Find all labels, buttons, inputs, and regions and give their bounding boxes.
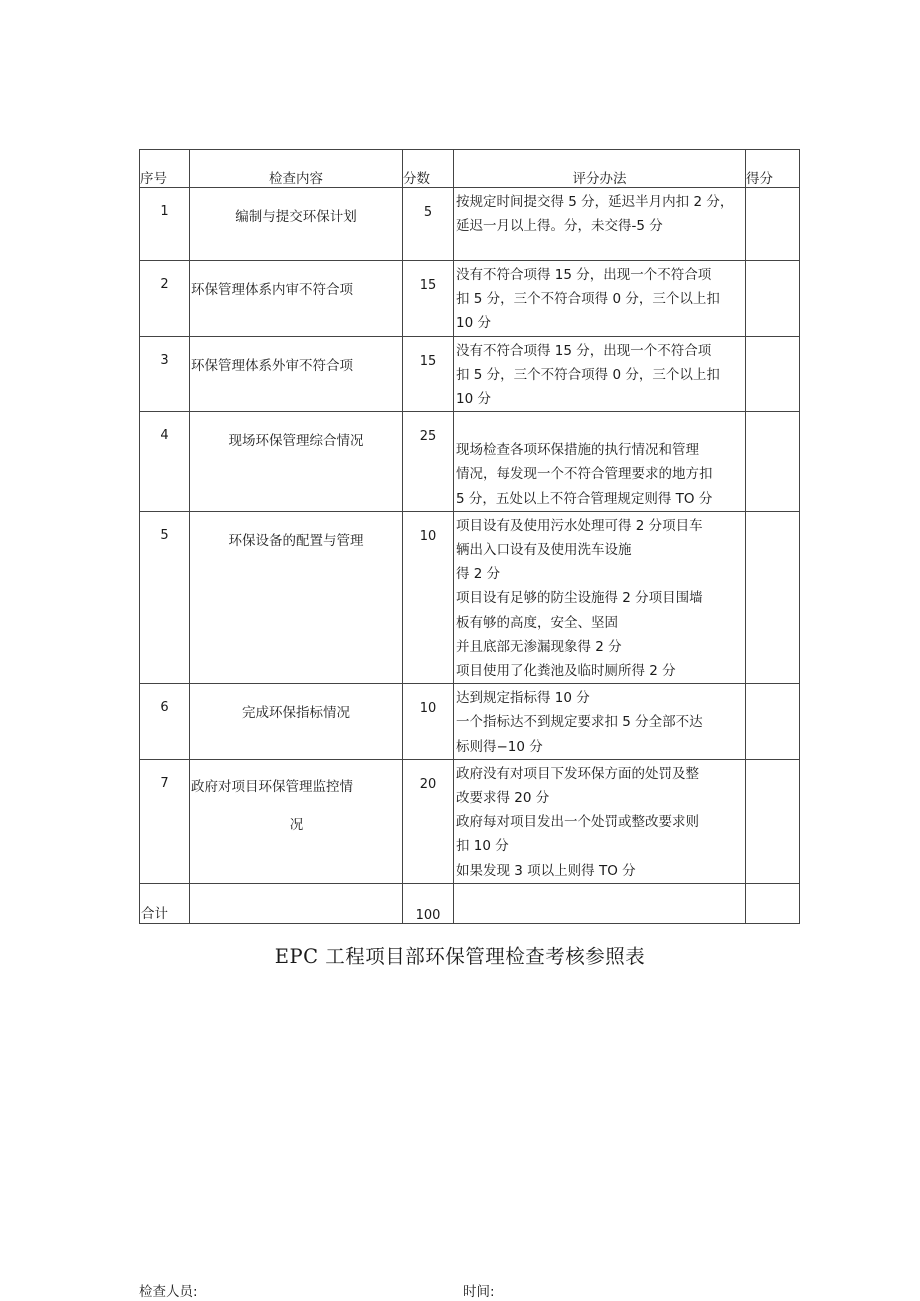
row-item: 环保管理体系外审不符合项 bbox=[190, 336, 403, 412]
row-no: 5 bbox=[140, 511, 190, 683]
table-header-row bbox=[140, 150, 800, 188]
rule-line: 5 分，五处以上不符合管理规定则得 TO 分 bbox=[456, 490, 713, 507]
rule-line: 项目设有及使用污水处理可得 2 分项目车 bbox=[456, 517, 703, 534]
rule-line: 延迟一月以上得。分，未交得-5 分 bbox=[456, 218, 663, 235]
rule-line: 改要求得 20 分 bbox=[456, 790, 550, 807]
rule-line: 标则得−10 分 bbox=[456, 738, 543, 755]
rule-line: 扣 10 分 bbox=[456, 838, 509, 855]
item-line: 政府对项目环保管理监控情 bbox=[191, 778, 353, 795]
rule-line: 一个指标达不到规定要求扣 5 分全部不达 bbox=[456, 714, 703, 731]
row-rule bbox=[454, 511, 746, 683]
row-rule bbox=[454, 336, 746, 412]
rule-line: 板有够的高度，安全、坚固 bbox=[456, 614, 618, 631]
row-score-cell[interactable] bbox=[746, 759, 800, 883]
rule-line: 扣 5 分，三个不符合项得 0 分，三个以上扣 bbox=[456, 291, 720, 308]
total-rule-cell bbox=[454, 883, 746, 923]
row-rule bbox=[454, 261, 746, 337]
row-rule bbox=[454, 759, 746, 883]
row-score-cell[interactable] bbox=[746, 261, 800, 337]
rule-line: 辆出入口设有及使用洗车设施 bbox=[456, 542, 632, 559]
total-score-cell[interactable] bbox=[746, 883, 800, 923]
row-score-cell[interactable] bbox=[746, 336, 800, 412]
row-points: 15 bbox=[403, 336, 454, 412]
rule-line: 没有不符合项得 15 分，出现一个不符合项 bbox=[456, 342, 712, 359]
row-points: 20 bbox=[403, 759, 454, 883]
table-row bbox=[140, 188, 800, 261]
rule-line: 现场检查各项环保措施的执行情况和管理 bbox=[456, 442, 699, 459]
inspector-label: 检查人员: bbox=[139, 1284, 198, 1300]
row-score-cell[interactable] bbox=[746, 684, 800, 760]
total-label: 合计 bbox=[140, 883, 190, 923]
rule-line: 政府没有对项目下发环保方面的处罚及整 bbox=[456, 765, 699, 782]
row-score-cell[interactable] bbox=[746, 188, 800, 261]
header-no: 序号 bbox=[140, 150, 190, 188]
header-item: 检查内容 bbox=[190, 150, 403, 188]
rule-line: 并且底部无渗漏现象得 2 分 bbox=[456, 638, 622, 655]
row-item bbox=[190, 759, 403, 883]
item-line: 况 bbox=[289, 816, 304, 833]
table-row bbox=[140, 759, 800, 883]
row-points: 5 bbox=[403, 188, 454, 261]
document-title: EPC 工程项目部环保管理检查考核参照表 bbox=[274, 945, 646, 968]
total-row bbox=[140, 883, 800, 923]
rule-line: 情况，每发现一个不符合管理要求的地方扣 bbox=[456, 466, 713, 483]
header-score: 得分 bbox=[746, 150, 800, 188]
row-item: 环保设备的配置与管理 bbox=[190, 511, 403, 683]
assessment-table bbox=[139, 149, 800, 924]
rule-line: 没有不符合项得 15 分，出现一个不符合项 bbox=[456, 267, 712, 283]
row-points: 15 bbox=[403, 261, 454, 337]
row-rule bbox=[454, 684, 746, 760]
rule-line: 达到规定指标得 10 分 bbox=[456, 690, 590, 707]
table-row bbox=[140, 336, 800, 412]
rule-line: 10 分 bbox=[456, 391, 491, 408]
table-row bbox=[140, 261, 800, 337]
row-points: 10 bbox=[403, 511, 454, 683]
table-row bbox=[140, 412, 800, 512]
row-rule bbox=[454, 412, 746, 512]
total-item-cell bbox=[190, 883, 403, 923]
rule-line: 项目使用了化粪池及临时厕所得 2 分 bbox=[456, 663, 676, 680]
row-points: 10 bbox=[403, 684, 454, 760]
time-label: 时间: bbox=[463, 1284, 495, 1300]
row-no: 6 bbox=[140, 684, 190, 760]
row-item: 完成环保指标情况 bbox=[190, 684, 403, 760]
header-points: 分数 bbox=[403, 150, 454, 188]
row-item: 编制与提交环保计划 bbox=[190, 188, 403, 261]
row-no: 1 bbox=[140, 188, 190, 261]
row-item: 现场环保管理综合情况 bbox=[190, 412, 403, 512]
table-row bbox=[140, 684, 800, 760]
rule-line: 10 分 bbox=[456, 315, 491, 332]
rule-line: 扣 5 分，三个不符合项得 0 分，三个以上扣 bbox=[456, 366, 720, 383]
row-item: 环保管理体系内审不符合项 bbox=[190, 261, 403, 337]
row-score-cell[interactable] bbox=[746, 412, 800, 512]
header-rule: 评分办法 bbox=[454, 150, 746, 188]
rule-line: 得 2 分 bbox=[456, 566, 501, 583]
row-no: 7 bbox=[140, 759, 190, 883]
row-no: 3 bbox=[140, 336, 190, 412]
row-score-cell[interactable] bbox=[746, 511, 800, 683]
table-row bbox=[140, 511, 800, 683]
rule-line: 如果发现 3 项以上则得 TO 分 bbox=[456, 862, 636, 879]
row-points: 25 bbox=[403, 412, 454, 512]
row-no: 4 bbox=[140, 412, 190, 512]
rule-line: 政府每对项目发出一个处罚或整改要求则 bbox=[456, 814, 699, 831]
total-points: 100 bbox=[403, 883, 454, 923]
row-no: 2 bbox=[140, 261, 190, 337]
row-rule bbox=[454, 188, 746, 261]
rule-line: 项目设有足够的防尘设施得 2 分项目围墙 bbox=[456, 590, 703, 607]
rule-line: 按规定时间提交得 5 分，延迟半月内扣 2 分， bbox=[456, 194, 734, 210]
